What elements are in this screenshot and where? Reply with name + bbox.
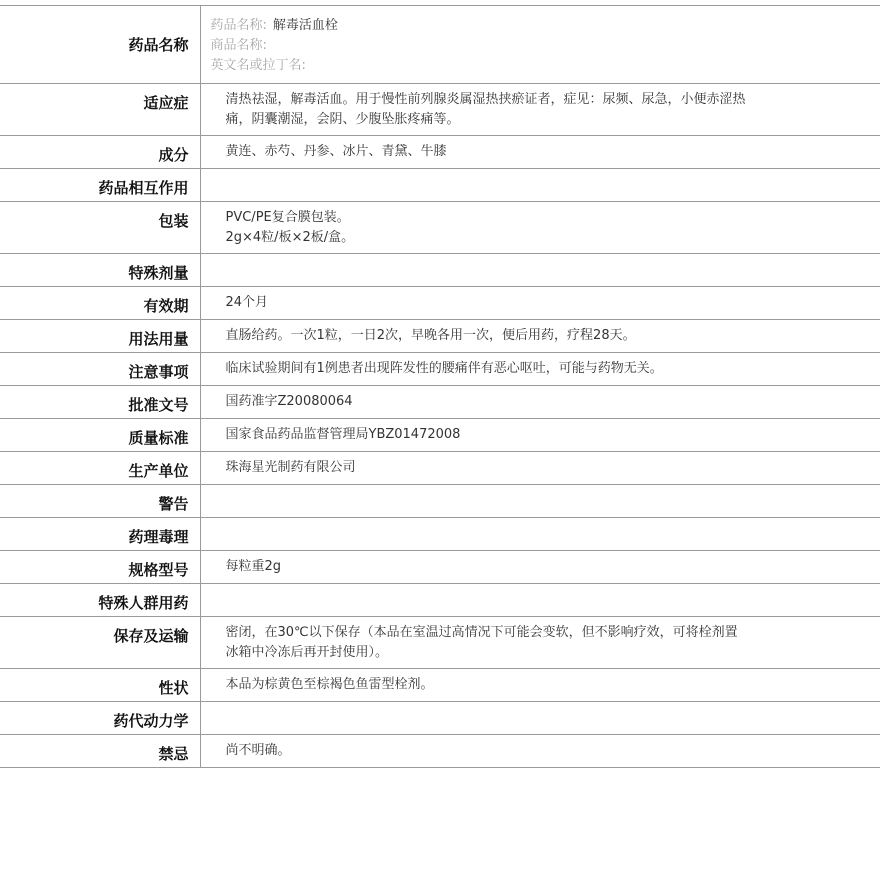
value-line: 冰箱中冷冻后再开封使用）。 xyxy=(225,645,389,660)
row-label: 批准文号 xyxy=(0,386,200,419)
row-value xyxy=(200,386,880,419)
row-value xyxy=(200,452,880,485)
drug-spec-table xyxy=(0,5,880,768)
value-line: 国药准字Z20080064 xyxy=(225,394,353,409)
name-values xyxy=(200,6,880,84)
row-value xyxy=(200,419,880,452)
row-label: 包装 xyxy=(0,202,200,254)
value-line: 痛，阴囊潮湿，会阴、少腹坠胀疼痛等。 xyxy=(225,112,460,127)
spec-row xyxy=(0,84,880,136)
row-value xyxy=(200,169,880,202)
spec-row xyxy=(0,169,880,202)
row-value xyxy=(200,287,880,320)
row-label: 药理毒理 xyxy=(0,518,200,551)
spec-row xyxy=(0,287,880,320)
spec-row xyxy=(0,551,880,584)
row-value xyxy=(200,702,880,735)
spec-row xyxy=(0,735,880,768)
spec-row xyxy=(0,584,880,617)
value-line: 珠海星光制药有限公司 xyxy=(225,460,356,475)
row-value xyxy=(200,136,880,169)
row-value xyxy=(200,617,880,669)
english-name-label: 英文名或拉丁名: xyxy=(210,58,306,73)
value-line: 尚不明确。 xyxy=(225,743,291,758)
row-label: 规格型号 xyxy=(0,551,200,584)
row-value xyxy=(200,84,880,136)
value-line: 密闭，在30℃以下保存（本品在室温过高情况下可能会变软，但不影响疗效，可将栓剂置 xyxy=(225,625,738,640)
row-value xyxy=(200,551,880,584)
value-line: PVC/PE复合膜包装。 xyxy=(225,210,350,225)
drug-name-label: 药品名称: xyxy=(210,18,267,33)
row-value xyxy=(200,669,880,702)
row-label: 成分 xyxy=(0,136,200,169)
spec-row xyxy=(0,702,880,735)
drug-name-line xyxy=(211,16,791,36)
value-line: 临床试验期间有1例患者出现阵发性的腰痛伴有恶心呕吐，可能与药物无关。 xyxy=(225,361,663,376)
row-label: 性状 xyxy=(0,669,200,702)
row-value xyxy=(200,485,880,518)
spec-row xyxy=(0,419,880,452)
row-label: 适应症 xyxy=(0,84,200,136)
row-label: 生产单位 xyxy=(0,452,200,485)
spec-row xyxy=(0,202,880,254)
spec-row xyxy=(0,485,880,518)
row-label: 药品名称 xyxy=(0,6,200,84)
value-line: 清热祛湿，解毒活血。用于慢性前列腺炎属湿热挟瘀证者，症见：尿频、尿急，小便赤涩热 xyxy=(225,92,746,107)
row-label: 特殊剂量 xyxy=(0,254,200,287)
row-value xyxy=(200,735,880,768)
trade-name-label: 商品名称: xyxy=(210,38,267,53)
row-value xyxy=(200,584,880,617)
row-label: 禁忌 xyxy=(0,735,200,768)
spec-row xyxy=(0,353,880,386)
spec-row xyxy=(0,136,880,169)
spec-row xyxy=(0,452,880,485)
row-value xyxy=(200,518,880,551)
value-line: 2g×4粒/板×2板/盒。 xyxy=(225,230,355,245)
spec-row xyxy=(0,518,880,551)
value-line: 每粒重2g xyxy=(225,559,282,574)
drug-name-value: 解毒活血栓 xyxy=(272,18,338,33)
row-label: 保存及运输 xyxy=(0,617,200,669)
row-label: 警告 xyxy=(0,485,200,518)
spec-row xyxy=(0,386,880,419)
row-value xyxy=(200,320,880,353)
value-line: 国家食品药品监督管理局YBZ01472008 xyxy=(225,427,461,442)
row-label: 有效期 xyxy=(0,287,200,320)
value-line: 黄连、赤芍、丹参、冰片、青黛、牛膝 xyxy=(225,144,447,159)
spec-row xyxy=(0,617,880,669)
row-label: 药代动力学 xyxy=(0,702,200,735)
spec-row xyxy=(0,320,880,353)
row-value xyxy=(200,254,880,287)
row-label: 用法用量 xyxy=(0,320,200,353)
drug-spec-body xyxy=(0,6,880,768)
row-value xyxy=(200,202,880,254)
row-label: 注意事项 xyxy=(0,353,200,386)
spec-row-drug-name xyxy=(0,6,880,84)
value-line: 24个月 xyxy=(225,295,269,310)
row-value xyxy=(200,353,880,386)
spec-row xyxy=(0,669,880,702)
row-label: 特殊人群用药 xyxy=(0,584,200,617)
spec-row xyxy=(0,254,880,287)
value-line: 直肠给药。一次1粒，一日2次，早晚各用一次，便后用药，疗程28天。 xyxy=(225,328,636,343)
row-label: 质量标准 xyxy=(0,419,200,452)
row-label: 药品相互作用 xyxy=(0,169,200,202)
value-line: 本品为棕黄色至棕褐色鱼雷型栓剂。 xyxy=(225,677,434,692)
